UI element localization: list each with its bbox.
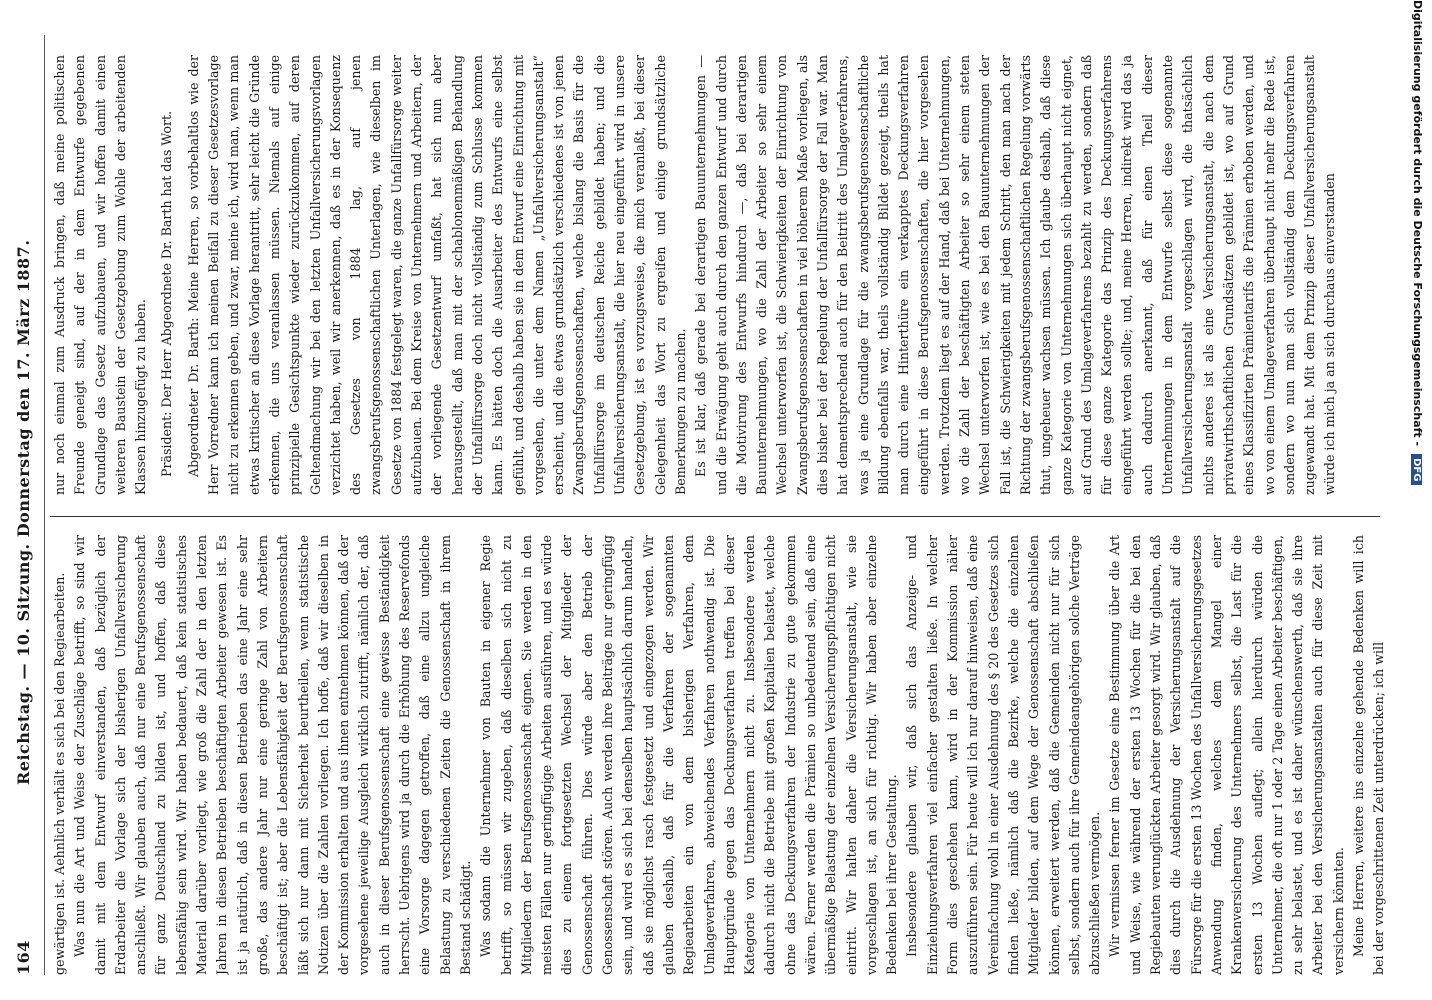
rotated-page-content — [8, 35, 1398, 975]
paragraph: nur noch einmal zum Ausdruck bringen, daß meine politischen Freunde geneigt sind, auf der in dem Entwurfe gegebenen Grundlage das Gesetz aufzubauen, und wir hoffen damit einen weiteren Baustein der Gesetzgebung zum Wohle der arbeitenden Klassen hinzugefügt zu haben. — [52, 55, 149, 495]
paragraph: Abgeordneter Dr. Barth: Meine Herren, so vorbehaltlos wie der Herr Vorredner kann ich meinen Beifall zu dieser Gesetzesvorlage nicht zu erkennen geben, und zwar, meine ich, wird man, wenn man etwas kritischer an diese Vorlage herantritt, sehr leicht die Gründe erkennen, die uns veranlassen müssen. Niemals auf einige prinzipielle Gesichtspunkte wieder zurückzukommen, auf deren Geltendmachung wir bei den letzten Unfallversicherungsvorlagen verzichtet haben, weil wir anerkennen, daß es in der Konsequenz des Gesetzes von 1884 lag, auf jenen zwangsberufsgenossenschaftlichen Unterlagen, wie dieselben im Gesetze von 1884 festgelegt waren, die ganze Unfallfürsorge weiter aufzubauen. Bei dem Kreise von Unternehmern und Arbeitern, der der vorliegende Gesetzentwurf umfaßt, hat sich nun aber herausgestellt, daß man mit der schablonenmäßigen Behandlung der Unfallfürsorge doch nicht vollständig zum Schlusse kommen kann. Es hätten doch die Ausarbeiter des Entwurfs eine selbst gefühlt, und deshalb haben sie in dem Entwurf eine Einrichtung mit vorgesehen, die unter dem Namen „Unfallversicherungsanstalt“ erscheint, und die etwas grundsätzlich verschiedenes ist von jenen Zwangsberufsgenossenschaften, welche bislang die Basis für die Unfallfürsorge im deutschen Reiche gebildet haben; und die Unfallversicherungsanstalt, die hier neu eingeführt wird in unsere Gesetzgebung, ist es vorzugsweise, die mich veranlaßt, bei dieser Gelegenheit das Wort zu ergreifen und einige grundsätzliche Bemerkungen zu machen. — [185, 55, 688, 495]
speaker-line: Präsident: Der Herr Abgeordnete Dr. Barth hat das Wort. — [159, 110, 175, 477]
left-column — [50, 535, 1390, 975]
paragraph: gewärtigen ist. Aehnlich verhält es sich bei den Regiearbeiten. — [52, 572, 67, 975]
paragraph: Es ist klar, daß gerade bei derartigen Bauunternehmungen — und die Erwägung geht auch durch den ganzen Entwurf und durch die Motivirung des Entwurfs hindurch —, daß bei derartigen Bauunternehmungen, wo die Zahl der Arbeiter so sehr einem Wechsel unterworfen ist, die Schwierigkeiten der Einrichtung von Zwangsberufsgenossenschaften in viel höherem Maße vorliegen, als dies bisher bei der Regelung der Unfallfürsorge der Fall war. Man hat dementsprechend auch für den Beitritt des Umlageverfahrens, was ja eine Grundlage für die zwangsberufsgenossenschaftliche Bildung ebenfalls war, theils vollständig Bildet gezeigt, theils hat man durch eine Hinterthüre ein verkapptes Deckungsverfahren eingeführt in diese Berufsgenossenschaften, die hier vorgesehen werden. Trotzdem liegt es auf der Hand, daß bei Unternehmungen, wo die Zahl der beschäftigten Arbeiter so sehr einem steten Wechsel unterworfen ist, wie es bei den Bauunternehmungen der Fall ist, die Schwierigkeiten mit jedem Schritt, den man nach der Richtung der zwangsberufsgenossenschaftlichen Regelung vorwärts thut, ungeheuer wachsen müssen. Ich glaube deshalb, daß diese ganze Kategorie von Unternehmungen sich überhaupt nicht eignet, auf Grund des Umlageverfahrens bezahlt zu werden, sondern daß für diese ganze Kategorie das Prinzip des Deckungsverfahrens eingeführt werden sollte; und, meine Herren, indirekt wird das ja auch dadurch anerkannt, daß für einen Theil dieser Unternehmungen in dem Entwurfe selbst diese sogenannte Unfallversicherungsanstalt vorgeschlagen wird, die thatsächlich nichts anderes ist als eine Versicherungsanstalt, die nach dem privatwirthschaftlichen Grundsätzen gebildet ist, wo auf Grund eines Klassifizirten Prämientarifs die Prämien erhoben werden, und wo von einem Umlageverfahren überhaupt nicht mehr die Rede ist, sondern wo nun man sich vollständig dem Deckungsverfahren zugewandt hat. Mit dem Prinzip dieser Unfallversicherungsanstalt würde ich mich ja an sich durchaus einverstanden — [693, 55, 1338, 495]
paragraph: Was nun die Art und Weise der Zuschläge betrifft, so sind wir damit mit dem Entwurf einverstanden, daß bezüglich der Erdarbeiter die Vorlage sich der bisherigen Unfallversicherung anschließt. Wir glauben auch, daß nur eine Berufsgenossenschaft für ganz Deutschland zu bilden ist, und hoffen, daß diese lebensfähig sein wird. Wir haben bedauert, daß kein statistisches Material darüber vorliegt, wie groß die Zahl der in den letzten Jahren in diesen Betrieben beschäftigten Arbeiter gewesen ist. Es ist ja natürlich, daß in diesen Betrieben das eine Jahr eine sehr große, das andere Jahr nur eine geringe Zahl von Arbeitern beschäftigt ist; aber die Lebensfähigkeit der Berufsgenossenschaft läßt sich nur dann mit Sicherheit beurtheilen, wenn statistische Notizen über die Zahlen vorliegen. Ich hoffe, daß wir dieselben in der Kommission erhalten und aus ihnen entnehmen können, daß der vorgesehene jeweilige Ausgleich wirklich zutrifft, nämlich der, daß auch in dieser Berufsgenossenschaft eine gewisse Beständigkeit herrscht. Uebrigens wird ja durch die Erhöhung des Reservefonds eine Vorsorge dagegen getroffen, daß eine allzu ungleiche Belastung zu verschiedenen Zeiten die Genossenschaft in ihrem Bestand schädigt. — [72, 535, 473, 975]
paragraph: Meine Herren, weitere ins einzelne gehende Bedenken will ich bei der vorgeschrittenen Zeit unterdrücken; ich will — [1351, 535, 1387, 975]
header-rule — [44, 35, 45, 975]
page-title: Reichstag. — 10. Sitzung. Donnerstag den 17. März 1887. — [14, 239, 33, 785]
page-number: 164 — [14, 940, 33, 975]
paragraph: Wir vermissen ferner im Gesetze eine Bestimmung über die Art und Weise, wie während der ersten 13 Wochen für die bei den Regiebauten verunglückten Arbeiter gesorgt wird. Wir glauben, daß dies durch die Ausdehnung der Versicherungsanstalt auf die Fürsorge für die ersten 13 Wochen des Unfallversicherungsgesetzes Anwendung finden, welches dem Mangel einer Krankenversicherung des Unternehmers selbst, die Last für die ersten 13 Wochen auflegt; allein hierdurch würden die Unternehmer, die oft nur 1 oder 2 Tage einen Arbeiter beschäftigen, zu sehr belastet, und es ist daher wünschenswerth, daß sie ihre Arbeiter bei den Versicherungsanstalten auch für diese Zeit mit versichern könnten. — [1107, 535, 1346, 975]
right-column — [50, 55, 1390, 495]
paragraph: Insbesondere glauben wir, daß sich das Anzeige- und Einziehungsverfahren viel einfacher gestalten ließe. In welcher Form dies geschehen kann, wird in der Kommission näher auszuführen sein. Für heute will ich nur darauf hinweisen, daß eine Vereinfachung wohl in einer Ausdehnung des § 20 des Gesetzes sich finden ließe, nämlich daß die Bezirke, welche die einzelnen Mitglieder bilden, auf dem Wege der Genossenschaft abschließen können, erweitert werden, daß die Gemeinden nicht nur für sich selbst, sondern auch für ihre Gemeindeangehörigen solche Verträge abzuschließen vermögen. — [904, 535, 1103, 975]
digitization-text-wrapper — [1408, 0, 1424, 1000]
paragraph: Was sodann die Unternehmer von Bauten in eigener Regie betrifft, so müssen wir zugeben, daß dieselben sich nicht zu Mitgliedern der Berufsgenossenschaft eignen. Sie werden in den meisten Fällen nur geringfügige Arbeiten ausführen, und es würde dies zu einem fortgesetzten Wechsel der Mitglieder der Genossenschaft führen. Dies würde aber den Betrieb der Genossenschaft stören. Auch werden ihre Beiträge nur geringfügig sein, und wird es sich bei denselben hauptsächlich darum handeln, daß sie möglichst rasch festgesetzt und eingezogen werden. Wir glauben deshalb, daß für die Verfahren der sogenannten Regiearbeiten ein von dem bisherigen Verfahren, dem Umlageverfahren, abweichendes Verfahren nothwendig ist. Die Hauptgründe gegen das Deckungsverfahren treffen bei dieser Kategorie von Unternehmern nicht zu. Insbesondere werden dadurch nicht die Betriebe mit großen Kapitalien belastet, welche ohne das Deckungsverfahren der Industrie zu gute gekommen wären. Ferner werden die Prämien so unbedeutend sein, daß eine übermäßige Belastung der einzelnen Versicherungspflichtigen nicht eintritt. Wir halten daher die Versicherungsanstalt, wie sie vorgeschlagen ist, an sich für richtig. Wir haben aber einzelne Bedenken bei ihrer Gestaltung. — [478, 535, 900, 975]
page-header — [8, 35, 48, 975]
dfg-logo: DFG — [1411, 454, 1422, 485]
digitization-note — [1402, 0, 1430, 1000]
column-divider — [50, 516, 1380, 517]
digitization-text: Digitalisierung gefördert durch die Deutsche Forschungsgemeinschaft - — [1411, 0, 1424, 447]
